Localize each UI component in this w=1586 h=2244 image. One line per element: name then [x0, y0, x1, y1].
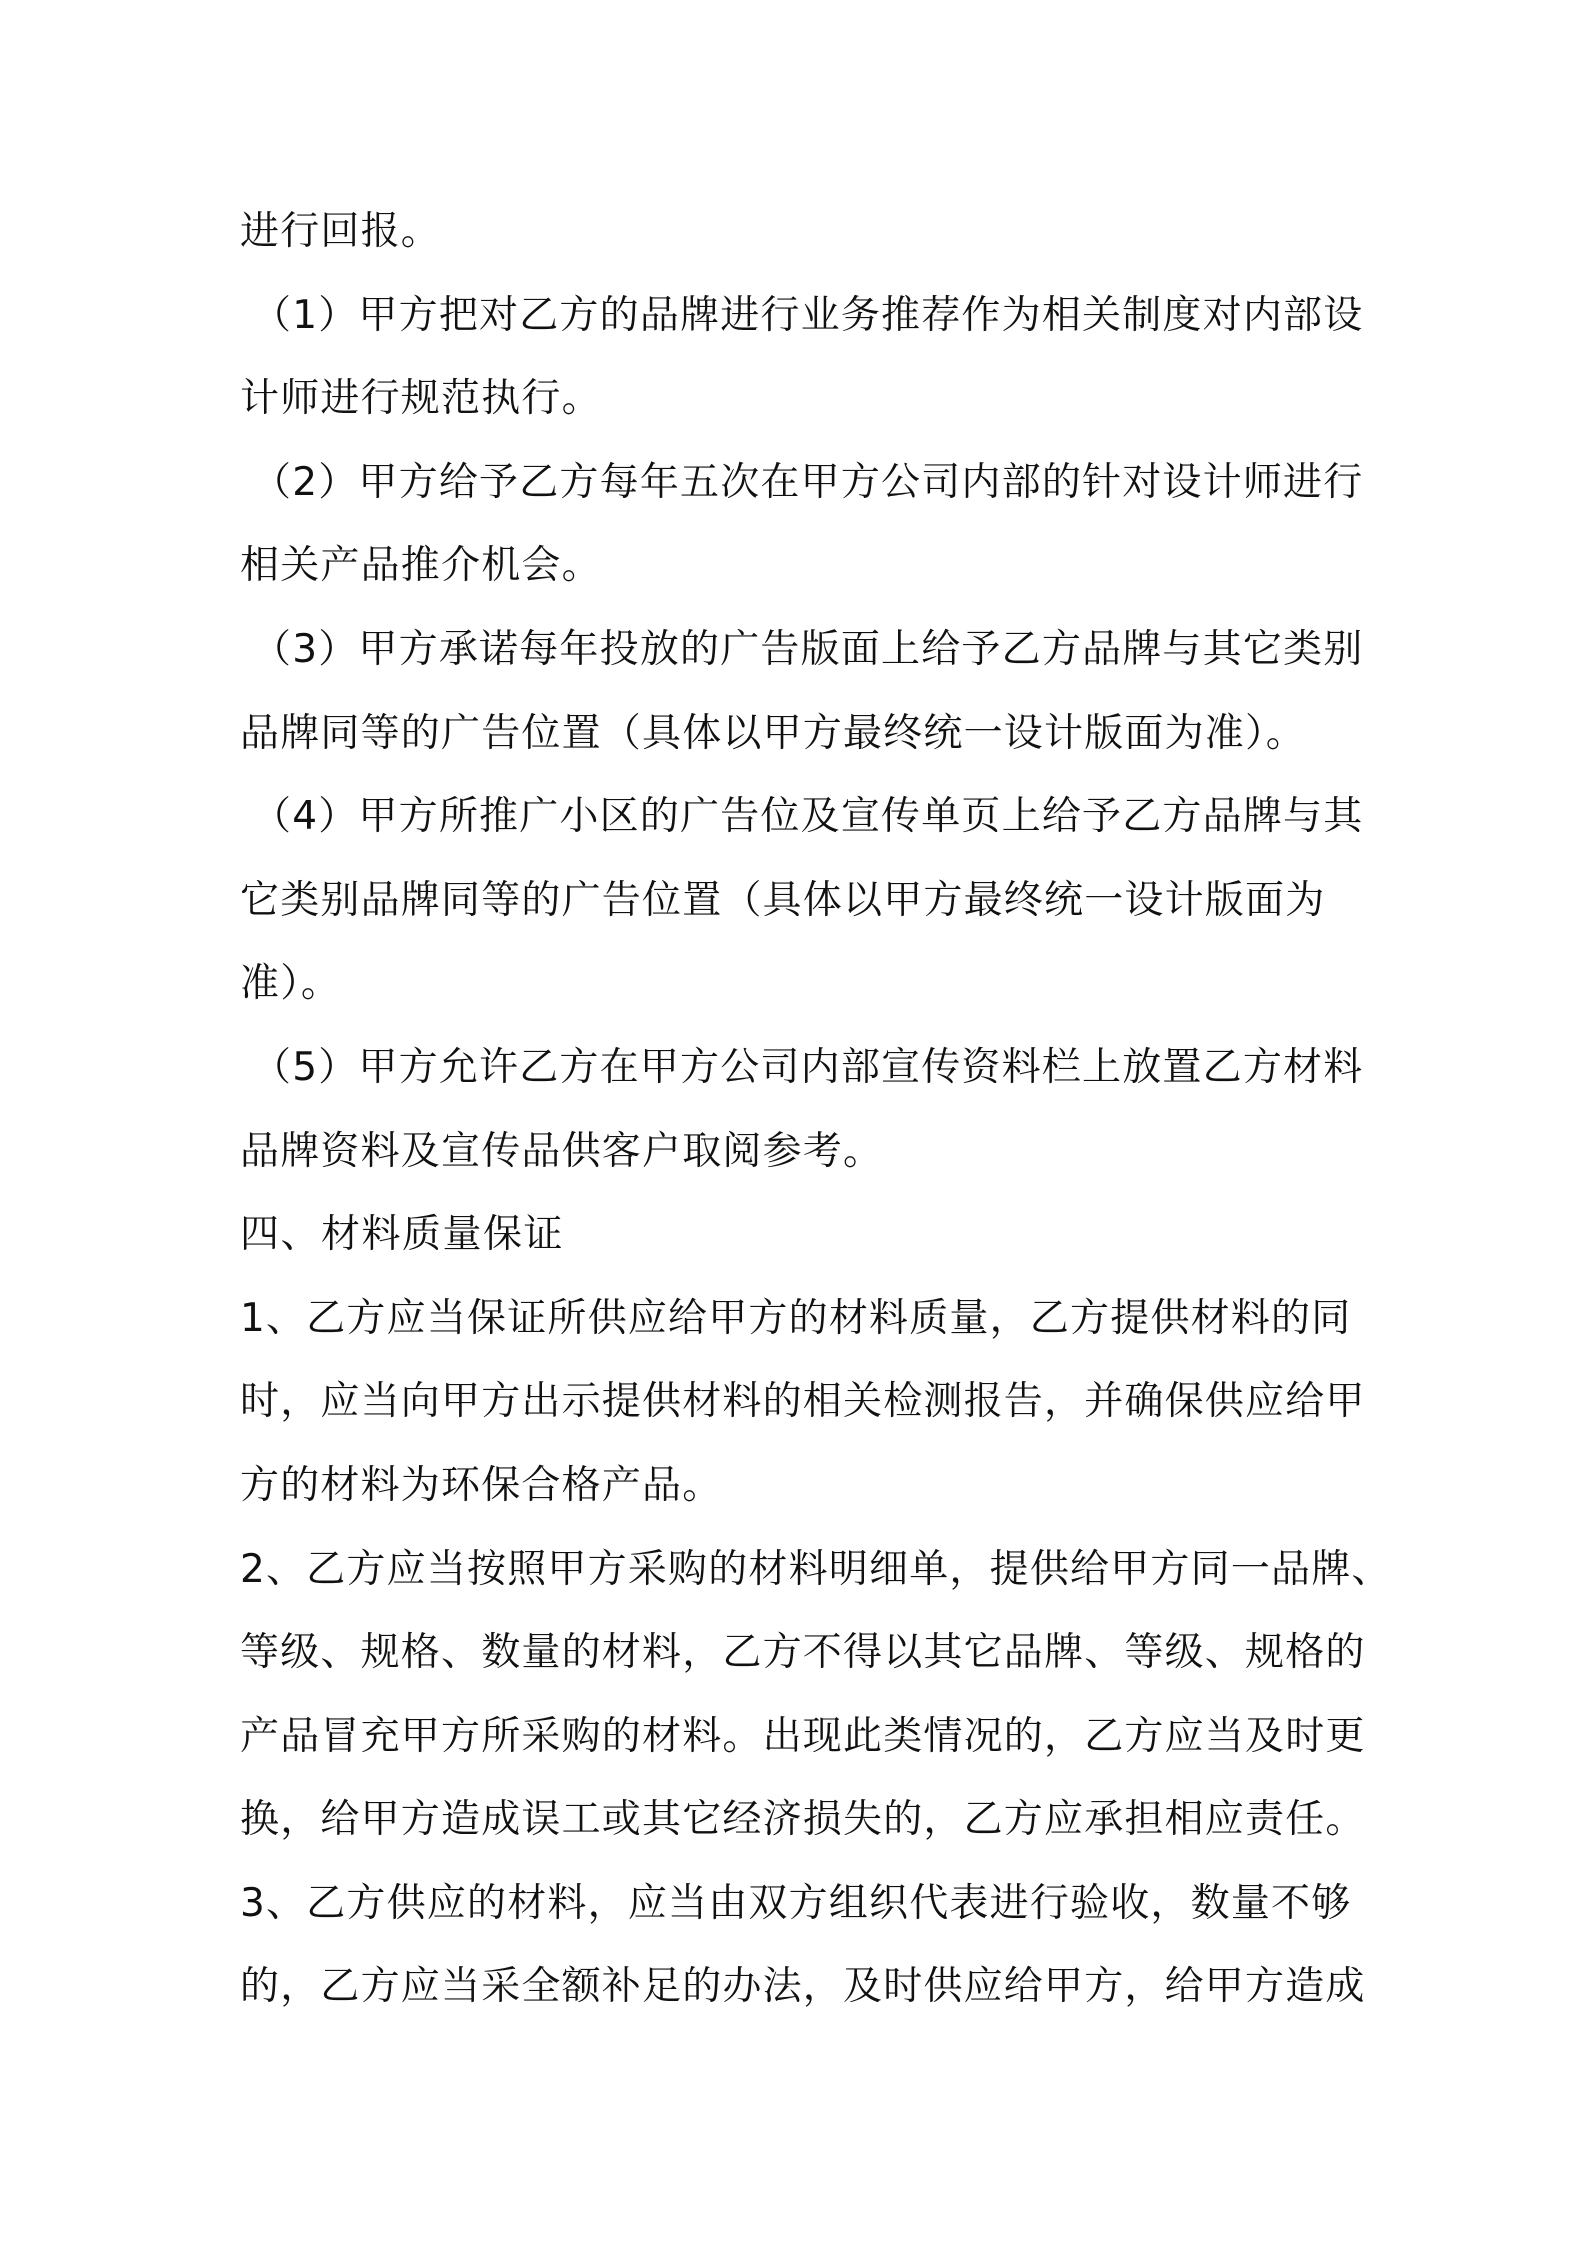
text-line: 时，应当向甲方出示提供材料的相关检测报告，并确保供应给甲	[240, 1379, 1366, 1425]
clause-item-2: （2）甲方给予乙方每年五次在甲方公司内部的针对设计师进行	[252, 459, 1364, 505]
clause-item-4: （4）甲方所推广小区的广告位及宣传单页上给予乙方品牌与其	[252, 794, 1364, 840]
text-line: 换，给甲方造成误工或其它经济损失的，乙方应承担相应责任。	[240, 1797, 1366, 1843]
text-line: 方的材料为环保合格产品。	[240, 1462, 723, 1508]
document-body	[240, 190, 1392, 2029]
text-line: 产品冒充甲方所采购的材料。出现此类情况的，乙方应当及时更	[240, 1713, 1366, 1759]
clause-item-3: （3）甲方承诺每年投放的广告版面上给予乙方品牌与其它类别	[252, 626, 1364, 672]
clause-item-5: （5）甲方允许乙方在甲方公司内部宣传资料栏上放置乙方材料	[252, 1044, 1364, 1090]
paragraph-3-start: 3、乙方供应的材料，应当由双方组织代表进行验收，数量不够	[240, 1880, 1352, 1926]
text-line: 品牌同等的广告位置（具体以甲方最终统一设计版面为准）。	[240, 710, 1306, 756]
text-line: 它类别品牌同等的广告位置（具体以甲方最终统一设计版面为	[240, 877, 1326, 923]
paragraph-2-start: 2、乙方应当按照甲方采购的材料明细单，提供给甲方同一品牌、	[240, 1546, 1392, 1592]
text-line: 计师进行规范执行。	[240, 376, 602, 422]
section-heading: 四、材料质量保证	[240, 1212, 565, 1258]
clause-item-1: （1）甲方把对乙方的品牌进行业务推荐作为相关制度对内部设	[252, 292, 1364, 338]
paragraph-1-start: 1、乙方应当保证所供应给甲方的材料质量，乙方提供材料的同	[240, 1295, 1352, 1341]
text-line: 相关产品推介机会。	[240, 543, 602, 589]
text-line: 等级、规格、数量的材料，乙方不得以其它品牌、等级、规格的	[240, 1630, 1366, 1676]
text-line: 品牌资料及宣传品供客户取阅参考。	[240, 1128, 884, 1174]
text-line: 准）。	[240, 961, 342, 1007]
text-line: 的，乙方应当采全额补足的办法，及时供应给甲方，给甲方造成	[240, 1964, 1366, 2010]
text-line: 进行回报。	[240, 209, 442, 254]
